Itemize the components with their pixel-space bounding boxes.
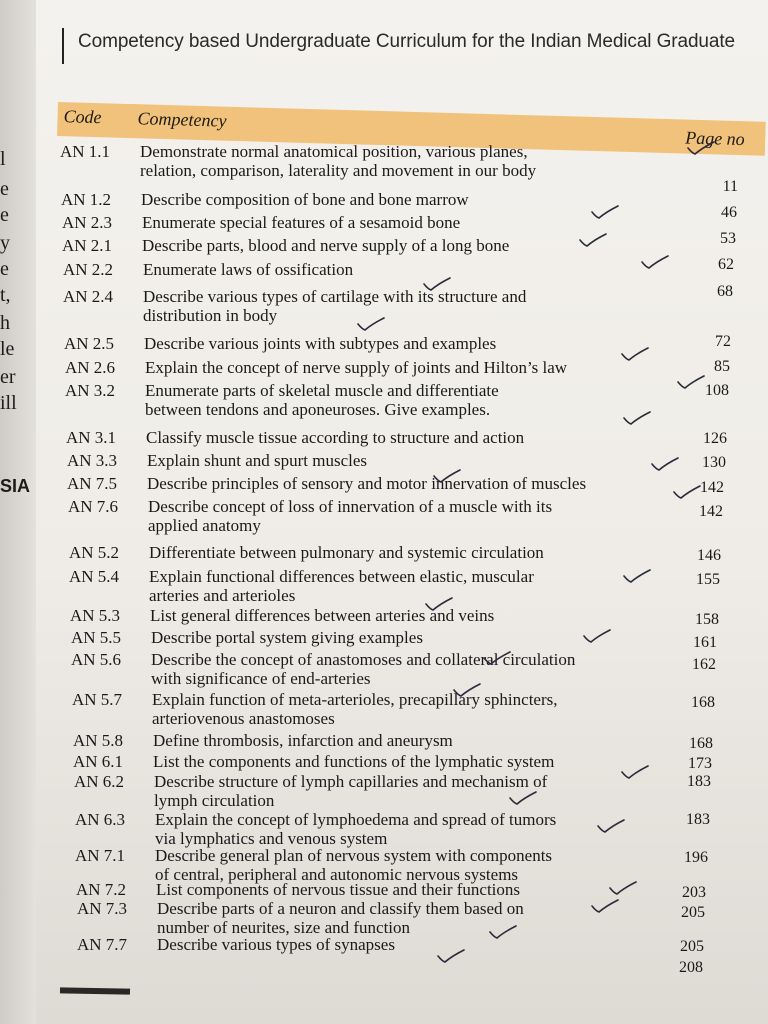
page-number: 146	[697, 547, 721, 564]
competency-line: arteries and arterioles	[149, 586, 296, 605]
page-number: 196	[684, 849, 708, 866]
page-number: 142	[699, 503, 723, 520]
competency-line: Enumerate laws of ossification	[143, 260, 354, 279]
pen-check-mark-icon	[356, 316, 386, 332]
page-number: 72	[715, 333, 731, 350]
pen-check-mark-icon	[672, 484, 702, 500]
competency-line: Describe various joints with subtypes and examples	[144, 334, 497, 353]
pen-check-mark-icon	[640, 254, 670, 270]
bleed-fragment: e	[0, 204, 9, 226]
page-number: 173	[688, 755, 712, 772]
page-number: 161	[693, 634, 717, 651]
competency-text	[146, 428, 524, 447]
pen-check-mark-icon	[686, 140, 716, 156]
competency-line: with significance of end-arteries	[151, 669, 371, 688]
page-number: 46	[721, 204, 737, 221]
page-number: 62	[718, 256, 734, 273]
competency-code: AN 5.8	[73, 731, 124, 750]
competency-code: AN 1.1	[60, 142, 111, 161]
competency-code: AN 7.6	[68, 497, 119, 516]
code-column-header: Code	[63, 106, 102, 128]
competency-line: Define thrombosis, infarction and aneurysm	[153, 731, 453, 750]
competency-text	[145, 381, 499, 419]
competency-line: distribution in body	[143, 306, 278, 325]
pen-check-mark-icon	[582, 628, 612, 644]
pen-check-mark-icon	[488, 924, 518, 940]
bleed-fragment: e	[0, 178, 9, 200]
competency-line: of central, peripheral and autonomic nervous systems	[155, 865, 519, 884]
bleed-fragment: e	[0, 258, 9, 280]
competency-line: Differentiate between pulmonary and systemic circulation	[149, 543, 544, 562]
competency-text	[148, 497, 552, 535]
competency-code: AN 7.7	[77, 935, 128, 954]
page-number: 142	[700, 479, 724, 496]
competency-text	[142, 236, 509, 255]
competency-code: AN 2.4	[63, 287, 114, 306]
pen-check-mark-icon	[436, 948, 466, 964]
page-number: 126	[703, 430, 727, 447]
competency-code: AN 3.1	[66, 428, 117, 447]
pen-check-mark-icon	[676, 374, 706, 390]
competency-code: AN 5.3	[70, 606, 121, 625]
page-edge-shadow	[60, 987, 130, 994]
page-number: 155	[696, 571, 720, 588]
competency-code: AN 2.3	[62, 213, 113, 232]
pen-check-mark-icon	[578, 232, 608, 248]
page-number: 205	[681, 904, 705, 921]
competency-text	[157, 899, 524, 937]
pen-check-mark-icon	[650, 456, 680, 472]
running-header: Competency based Undergraduate Curriculum for the Indian Medical Graduate	[78, 31, 736, 52]
pen-check-mark-icon	[452, 682, 482, 698]
competency-line: Describe general plan of nervous system with components	[155, 846, 553, 865]
competency-code: AN 5.6	[71, 650, 122, 669]
page-number: 53	[720, 230, 736, 247]
pen-check-mark-icon	[622, 568, 652, 584]
page-number: 162	[692, 656, 716, 673]
competency-code: AN 2.1	[62, 236, 113, 255]
competency-text	[153, 752, 554, 771]
competency-code: AN 5.7	[72, 690, 123, 709]
competency-text	[142, 213, 460, 232]
competency-line: Describe portal system giving examples	[151, 628, 423, 647]
bleed-fragment: le	[0, 338, 15, 360]
competency-text	[147, 474, 586, 493]
pen-check-mark-icon	[424, 596, 454, 612]
page-number: 68	[717, 283, 733, 300]
competency-text	[140, 142, 536, 180]
bleed-fragment: ill	[0, 392, 17, 414]
pen-check-mark-icon	[620, 346, 650, 362]
page-number: 11	[722, 178, 738, 195]
competency-line: Describe composition of bone and bone marrow	[141, 190, 469, 209]
competency-code: AN 6.3	[75, 810, 126, 829]
competency-line: Describe various types of cartilage with its structure and	[143, 287, 527, 306]
competency-code: AN 3.3	[67, 451, 118, 470]
page-number: 203	[682, 884, 706, 901]
competency-line: Explain the concept of lymphoedema and spread of tumors	[155, 810, 557, 829]
competency-line: Explain the concept of nerve supply of joints and Hilton’s law	[145, 358, 568, 377]
competency-text	[151, 628, 423, 647]
competency-line: Demonstrate normal anatomical position, various planes,	[140, 142, 528, 161]
competency-line: via lymphatics and venous system	[155, 829, 388, 848]
page-number: 130	[702, 454, 726, 471]
pen-check-mark-icon	[620, 764, 650, 780]
competency-line: between tendons and aponeuroses. Give examples.	[145, 400, 491, 419]
pen-check-mark-icon	[482, 650, 512, 666]
competency-line: Explain functional differences between elastic, muscular	[149, 567, 534, 586]
competency-line: arteriovenous anastomoses	[152, 709, 335, 728]
competency-column-header: Competency	[137, 108, 227, 131]
bleed-fragment: y	[0, 232, 10, 254]
competency-line: Enumerate parts of skeletal muscle and differentiate	[145, 381, 499, 400]
competency-code: AN 6.1	[73, 752, 124, 771]
pen-check-mark-icon	[590, 204, 620, 220]
competency-code: AN 6.2	[74, 772, 125, 791]
page-number: 85	[714, 358, 730, 375]
competency-text	[155, 846, 552, 884]
competency-text	[141, 190, 469, 209]
competency-code: AN 5.5	[71, 628, 122, 647]
competency-line: applied anatomy	[148, 516, 261, 535]
page-column-header: Page no	[684, 127, 745, 150]
bleed-fragment: SIA	[0, 476, 31, 496]
competency-line: lymph circulation	[154, 791, 275, 810]
pen-check-mark-icon	[622, 410, 652, 426]
competency-line: Describe various types of synapses	[157, 935, 395, 954]
competency-line: List general differences between arteries and veins	[150, 606, 495, 625]
competency-code: AN 5.2	[69, 543, 120, 562]
competency-code: AN 7.5	[67, 474, 118, 493]
competency-text	[149, 543, 544, 562]
competency-line: List components of nervous tissue and their functions	[156, 880, 521, 899]
competency-line: Explain function of meta-arterioles, precapillary sphincters,	[152, 690, 558, 709]
pen-check-mark-icon	[432, 468, 462, 484]
bleed-fragment: t,	[0, 284, 11, 306]
competency-line: number of neurites, size and function	[157, 918, 411, 937]
competency-line: Describe parts of a neuron and classify them based on	[157, 899, 524, 918]
competency-code: AN 7.1	[75, 846, 126, 865]
competency-text	[143, 260, 353, 279]
page-number: 168	[689, 735, 713, 752]
competency-text	[143, 287, 526, 325]
competency-text	[154, 772, 547, 810]
competency-line: Describe concept of loss of innervation of a muscle with its	[148, 497, 553, 516]
pen-check-mark-icon	[596, 818, 626, 834]
competency-text	[156, 880, 520, 899]
competency-line: relation, comparison, laterality and movement in our body	[140, 161, 537, 180]
competency-text	[155, 810, 556, 848]
competency-text	[145, 358, 567, 377]
bleed-fragment: er	[0, 366, 16, 388]
competency-text	[147, 451, 367, 470]
page-number: 108	[705, 382, 729, 399]
competency-text	[153, 731, 453, 750]
pen-check-mark-icon	[590, 898, 620, 914]
competency-line: Describe parts, blood and nerve supply of a long bone	[142, 236, 510, 255]
competency-line: Describe structure of lymph capillaries and mechanism of	[154, 772, 548, 791]
pen-check-mark-icon	[608, 880, 638, 896]
competency-code: AN 1.2	[61, 190, 112, 209]
competency-text	[157, 935, 395, 954]
competency-code: AN 7.2	[76, 880, 127, 899]
competency-text	[144, 334, 496, 353]
competency-code: AN 2.2	[63, 260, 114, 279]
pen-check-mark-icon	[422, 276, 452, 292]
competency-text	[149, 567, 534, 605]
competency-line: List the components and functions of the lymphatic system	[153, 752, 555, 771]
page-number: 208	[679, 959, 703, 976]
pen-check-mark-icon	[508, 790, 538, 806]
competency-code: AN 5.4	[69, 567, 120, 586]
page-number: 158	[695, 611, 719, 628]
competency-line: Describe principles of sensory and motor innervation of muscles	[147, 474, 587, 493]
competency-code: AN 2.5	[64, 334, 115, 353]
page-number: 168	[691, 694, 715, 711]
bleed-fragment: h	[0, 312, 10, 334]
bleed-fragment: l	[0, 148, 6, 170]
competency-text	[152, 690, 558, 728]
competency-line: Explain shunt and spurt muscles	[147, 451, 368, 470]
page-number: 205	[680, 938, 704, 955]
competency-code: AN 7.3	[77, 899, 128, 918]
competency-line: Enumerate special features of a sesamoid bone	[142, 213, 461, 232]
page-number: 183	[687, 773, 711, 790]
competency-code: AN 2.6	[65, 358, 116, 377]
page-number: 183	[686, 811, 710, 828]
competency-code: AN 3.2	[65, 381, 116, 400]
competency-line: Describe the concept of anastomoses and collateral circulation	[151, 650, 576, 669]
competency-line: Classify muscle tissue according to structure and action	[146, 428, 525, 447]
